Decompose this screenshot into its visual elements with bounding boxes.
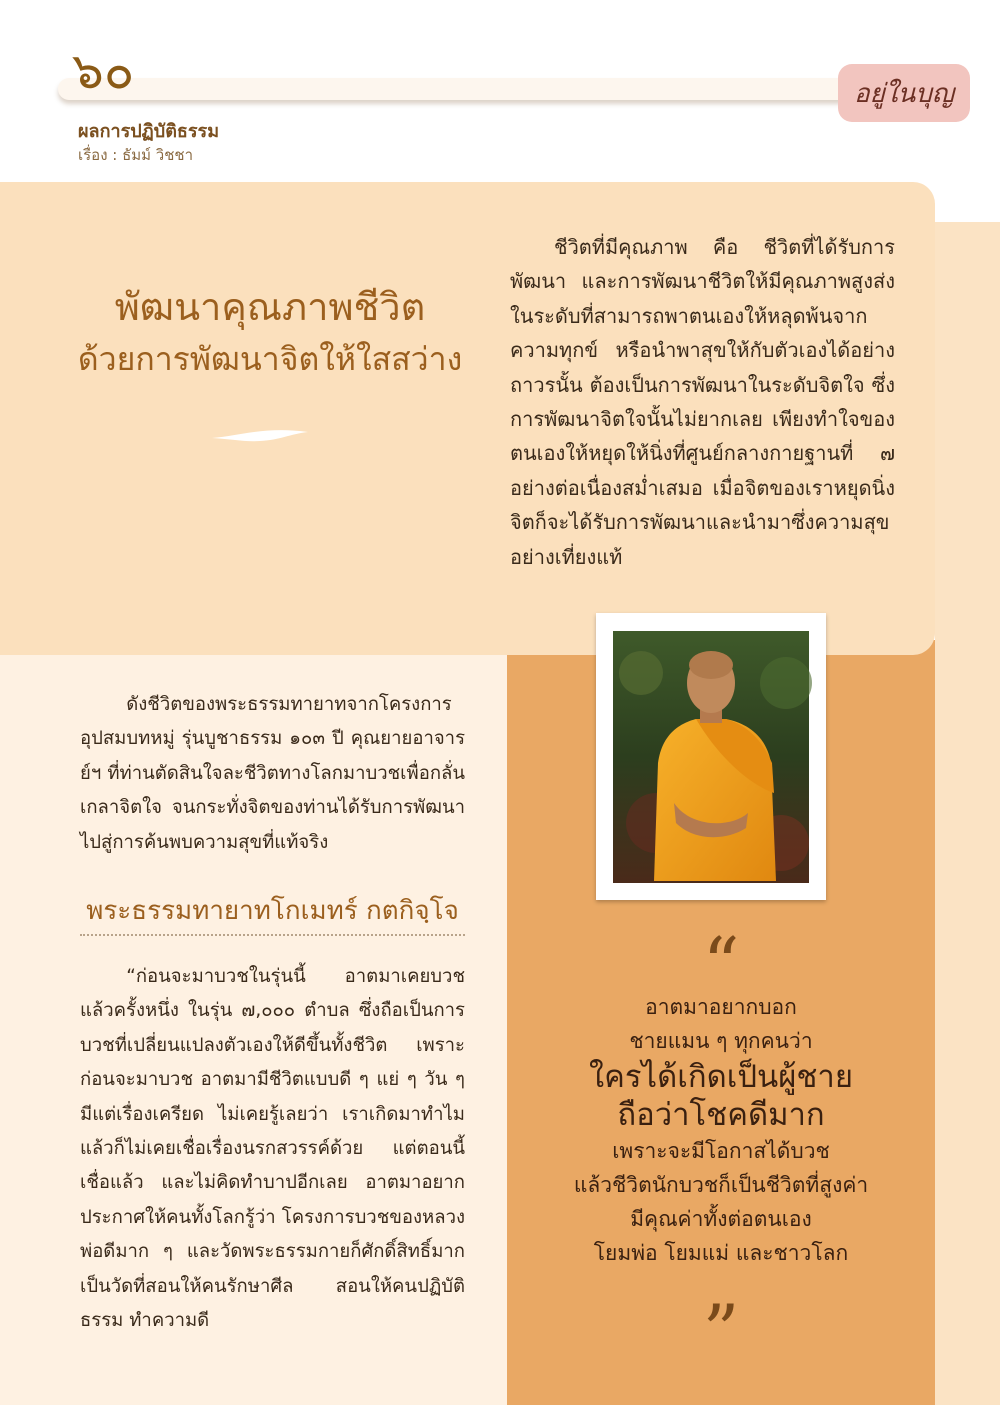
lead-paragraph: ดังชีวิตของพระธรรมทายาทจากโครงการอุปสมบทหมู่ รุ่นบูชาธรรม ๑๐๓ ปี คุณยายอาจารย์ฯ ที่ท่านตัดสินใจละชีวิตทางโลกมาบวชเพื่อกลั่นเกลาจิตใจ จนกระทั่งจิตของท่านได้รับการพัฒนาไปสู่การค้นพบความสุขที่แท้จริง: [80, 694, 465, 853]
close-quote-icon: ”: [702, 1289, 740, 1373]
headline-line-2: ด้วยการพัฒนาจิตให้ใสสว่าง: [77, 340, 463, 378]
header-bar: [58, 78, 948, 100]
dotted-divider: [80, 934, 465, 936]
pull-quote: [507, 990, 935, 1270]
quote-highlight: ถือว่าโชคดีมาก: [617, 1097, 825, 1133]
monk-name-heading: พระธรรมทายาทโกเมทร์ กตกิจฺโจ: [86, 896, 459, 926]
swoosh-ornament: [210, 422, 310, 444]
quote-line: มีคุณค่าทั้งต่อตนเอง: [630, 1207, 812, 1231]
quote-line: อาตมาอยากบอก: [645, 995, 797, 1019]
page-number: ๖๐: [72, 42, 135, 100]
quote-line: ชายแมน ๆ ทุกคนว่า: [629, 1029, 813, 1053]
intro-paragraph: ชีวิตที่มีคุณภาพ คือ ชีวิตที่ได้รับการพัฒนา และการพัฒนาชีวิตให้มีคุณภาพสูงส่งในระดับที่สามารถพาตนเองให้หลุดพ้นจากความทุกข์ หรือนำพาสุขให้กับตัวเองได้อย่างถาวรนั้น ต้องเป็นการพัฒนาในระดับจิตใจ ซึ่งการพัฒนาจิตใจนั้นไม่ยากเลย เพียงทำใจของตนเองให้หยุดให้นิ่งที่ศูนย์กลางกายฐานที่ ๗ อย่างต่อเนื่องสม่ำเสมอ เมื่อจิตของเราหยุดนิ่ง จิตก็จะได้รับการพัฒนาและนำมาซึ่งความสุขอย่างเที่ยงแท้: [510, 235, 895, 569]
quote-line: โยมพ่อ โยมแม่ และชาวโลก: [593, 1241, 849, 1265]
section-title: ผลการปฏิบัติธรรม: [78, 121, 220, 142]
quote-line: แล้วชีวิตนักบวชก็เป็นชีวิตที่สูงค่า: [573, 1173, 869, 1197]
byline: เรื่อง : ธัมม์ วิชชา: [78, 146, 194, 164]
monk-photo: [596, 613, 826, 900]
body-paragraph: “ก่อนจะมาบวชในรุ่นนี้ อาตมาเคยบวชแล้วครั้งหนึ่ง ในรุ่น ๗,๐๐๐ ตำบล ซึ่งถือเป็นการบวชที่เปลี่ยนแปลงตัวเองให้ดีขึ้นทั้งชีวิต เพราะก่อนจะมาบวช อาตมามีชีวิตแบบดี ๆ แย่ ๆ วัน ๆ มีแต่เรื่องเครียด ไม่เคยรู้เลยว่า เราเกิดมาทำไม แล้วก็ไม่เคยเชื่อเรื่องนรกสวรรค์ด้วย แต่ตอนนี้เชื่อแล้ว และไม่คิดทำบาปอีกเลย อาตมาอยากประกาศให้คนทั้งโลกรู้ว่า โครงการบวชของหลวงพ่อดีมาก ๆ และวัดพระธรรมกายก็ศักดิ์สิทธิ์มาก เป็นวัดที่สอนให้คนรักษาศีล สอนให้คนปฏิบัติธรรม ทำความดี: [80, 966, 465, 1332]
quote-highlight: ใครได้เกิดเป็นผู้ชาย: [589, 1059, 853, 1095]
headline-line-1: พัฒนาคุณภาพชีวิต: [114, 285, 426, 329]
background-strip: [935, 222, 1000, 1405]
article-headline: [40, 280, 500, 384]
logo-text: อยู่ในบุญ: [854, 78, 954, 109]
monk-portrait-image: [596, 613, 826, 900]
magazine-logo: [838, 64, 970, 122]
quote-line: เพราะจะมีโอกาสได้บวช: [612, 1139, 830, 1163]
open-quote-icon: “: [702, 922, 740, 1006]
